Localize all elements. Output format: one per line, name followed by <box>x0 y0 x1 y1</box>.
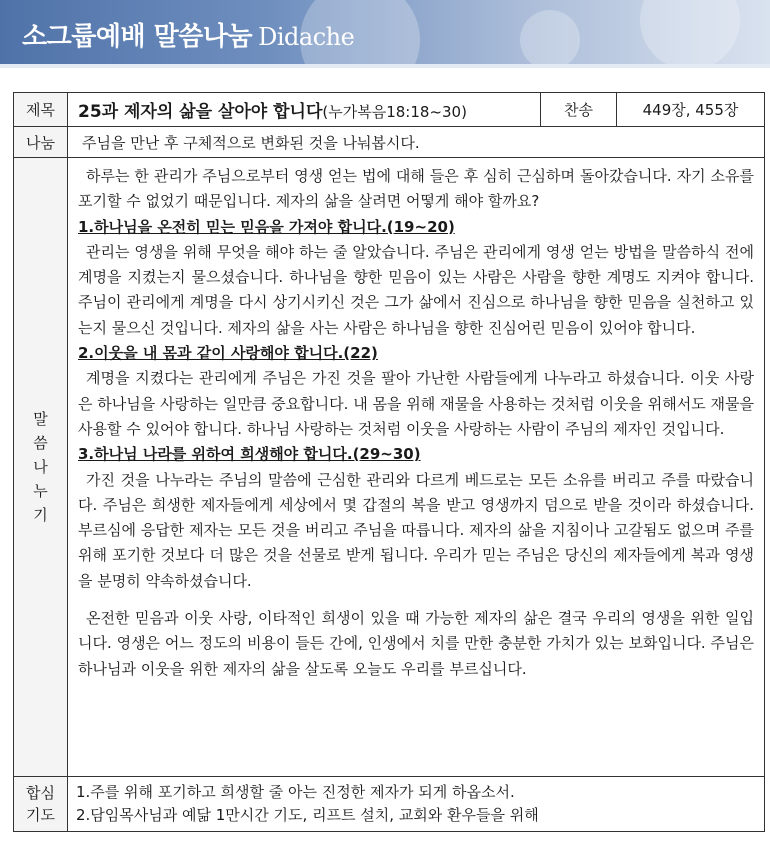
worksheet-table <box>13 92 765 832</box>
subject-label: 제목 <box>14 93 68 127</box>
point-1-heading: 1.하나님을 온전히 믿는 믿음을 가져야 합니다.(19~20) <box>78 217 455 236</box>
banner-sparkle <box>640 0 740 68</box>
word-sharing-label <box>14 158 68 777</box>
label-char: 기 <box>33 506 48 524</box>
point-1-body: 관리는 영생을 위해 무엇을 해야 하는 줄 알았습니다. 주님은 관리에게 영생 얻는 방법을 말씀하식 전에 계명을 지켰는지 물으셨습니다. 하나님을 향한 믿음이 있는 사람은 사람을 향한 계명도 지켜야 합니다. 주님이 관리에게 계명을 다시 상기시키신 것은 그가 삶에서 진심으로 하나님을 향한 믿음을 실천하고 있는지 물으신 것입니다. 제자의 삶을 사는 사람은 하나님을 향한 진심어린 믿음이 있어야 합니다. <box>78 242 754 337</box>
point-2-heading: 2.이웃을 내 몸과 같이 사랑해야 합니다.(22) <box>78 344 378 363</box>
conclusion-paragraph: 온전한 믿음과 이웃 사랑, 이타적인 희생이 있을 때 가능한 제자의 삶은 결국 우리의 영생을 위한 일입니다. 영생은 어느 정도의 비용이 들든 간에, 인생에서 치를 만한 충분한 가치가 있는 보화입니다. 주님은 하나님과 이웃을 위한 제자의 삶을 살도록 오늘도 우리를 부르십니다. <box>78 609 754 678</box>
label-char: 나 <box>33 458 48 476</box>
prayer-label-line: 기도 <box>26 806 55 824</box>
point-2-body: 계명을 지켰다는 관리에게 주님은 가진 것을 팔아 가난한 사람들에게 나누라고 하셨습니다. 이웃 사랑은 하나님을 사랑하는 일만큼 중요합니다. 내 몸을 위해 재물을 사용하는 것처럼 이웃을 위해서도 재물을 사용할 수 있어야 합니다. 하나님 사랑하는 것처럼 이웃을 사랑하는 사람이 주님의 제자인 것입니다. <box>78 369 754 438</box>
lesson-title-cell <box>68 93 541 127</box>
prayer-row <box>14 777 765 832</box>
point-3-heading: 3.하나님 나라를 위하여 희생해야 합니다.(29~30) <box>78 445 421 464</box>
prayer-label-line: 합심 <box>26 784 55 802</box>
prayer-item: 2.담임목사님과 예닮 1만시간 기도, 리프트 설치, 교회와 환우들을 위해 <box>76 806 539 824</box>
header-banner <box>0 0 770 68</box>
lesson-title: 25과 제자의 삶을 살아야 합니다 <box>78 102 323 122</box>
word-sharing-row <box>14 158 765 777</box>
title-row <box>14 93 765 127</box>
prayer-label <box>14 777 68 832</box>
label-char: 누 <box>33 482 48 500</box>
hymn-value: 449장, 455장 <box>617 93 765 127</box>
label-char: 말 <box>33 410 48 428</box>
banner-title <box>22 16 354 53</box>
banner-divider <box>0 64 770 68</box>
prayer-item: 1.주를 위해 포기하고 희생할 줄 아는 진정한 제자가 되게 하옵소서. <box>76 783 515 801</box>
intro-paragraph: 하루는 한 관리가 주님으로부터 영생 얻는 법에 대해 들은 후 심히 근심하며 돌아갔습니다. 자기 소유를 포기할 수 없었기 때문입니다. 제자의 삶을 살려면 어떻게 해야 할까요? <box>78 167 754 211</box>
scripture-reference: (누가복음18:18~30) <box>322 103 467 121</box>
sharing-text: 주님을 만난 후 구체적으로 변화된 것을 나눠봅시다. <box>68 127 765 158</box>
point-3-body: 가진 것을 나누라는 주님의 말씀에 근심한 관리와 다르게 베드로는 모든 소유를 버리고 주를 따랐습니다. 주님은 희생한 제자들에게 세상에서 몇 갑절의 복을 받고 영생까지 덤으로 받을 것이라 하셨습니다. 부르심에 응답한 제자는 모든 것을 버리고 주님을 따릅니다. 제자의 삶을 지침이나 고갈됨도 없으며 주를 위해 포기한 것보다 더 많은 것을 선물로 받게 됩니다. 우리가 믿는 주님은 당신의 제자들에게 복과 영생을 분명히 약속하셨습니다. <box>78 470 754 590</box>
paragraph-gap <box>78 594 754 606</box>
hymn-label: 찬송 <box>541 93 617 127</box>
sharing-label: 나눔 <box>14 127 68 158</box>
banner-title-korean: 소그룹예배 말씀나눔 <box>22 22 253 52</box>
banner-sparkle <box>520 10 580 68</box>
word-sharing-content <box>68 158 765 777</box>
prayer-content <box>68 777 765 832</box>
sharing-row <box>14 127 765 158</box>
banner-title-english: Didache <box>258 23 355 51</box>
label-char: 씀 <box>33 434 48 452</box>
